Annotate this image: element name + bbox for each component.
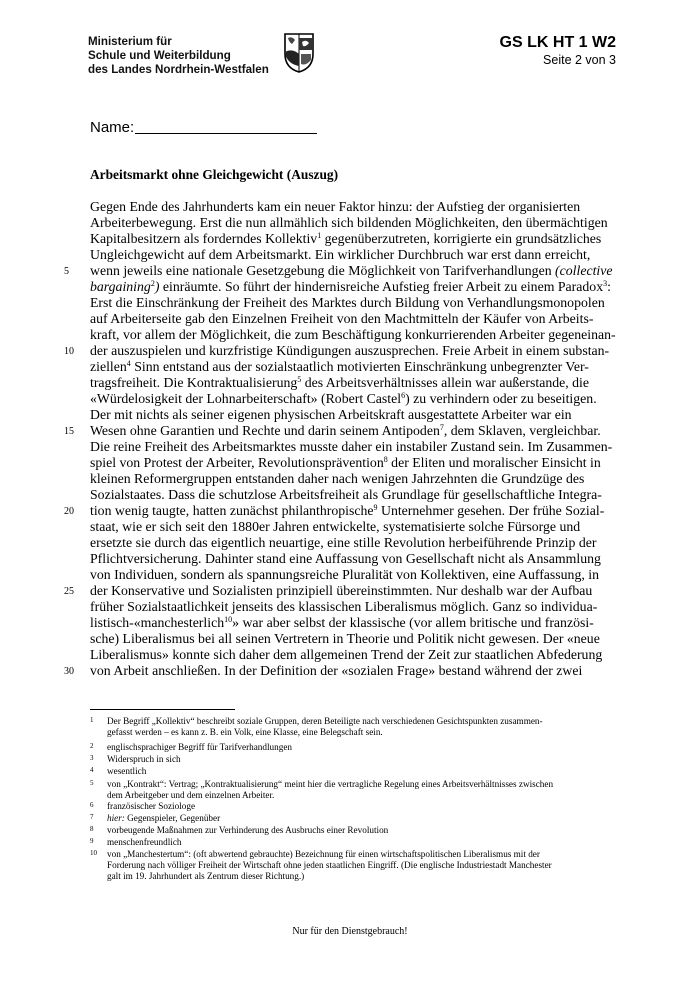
footnote-text — [107, 790, 274, 801]
footnote-line: gefasst werden – es kann z. B. ein Volk, eine Klasse, eine Belegschaft sein. — [107, 727, 383, 737]
footnote-text — [107, 801, 195, 812]
footnote-ref: 9 — [373, 503, 378, 512]
footnote-ref: 5 — [297, 375, 302, 384]
footnote-number: 8 — [90, 825, 94, 833]
text-line — [90, 631, 600, 647]
footnote-ref: 6 — [401, 391, 406, 400]
text-run: des Arbeitsverhältnisses allein war außerstande, die — [301, 375, 590, 390]
text-run: Der mit nichts als seiner eigenen physischen Arbeitskraft ausgestattete Arbeiter war ein — [90, 407, 572, 422]
text-run: von Individuen, sondern als spannungsreiche Pluralität von Kollektiven, eine Auffassung, in — [90, 567, 599, 582]
text-run: kleinen Reformergruppen entstanden daher nach wenigen Jahrzehnten die Grundzüge des — [90, 471, 585, 486]
footnote-ref: 8 — [383, 455, 388, 464]
text-run: einräumte. So führt der hindernisreiche Aufstieg freier Arbeit zu einem Paradox — [159, 279, 604, 294]
line-number: 25 — [64, 586, 74, 597]
document-title: Arbeitsmarkt ohne Gleichgewicht (Auszug) — [90, 167, 339, 182]
page-indicator: Seite 2 von 3 — [543, 53, 616, 67]
ministry-line-2: Schule und Weiterbildung — [88, 49, 231, 62]
text-run: spiel von Protest der Arbeiter, Revolutionsprävention — [90, 455, 384, 470]
name-label: Name: — [90, 119, 135, 136]
text-run: Pflichtversicherung. Dahinter stand eine Auffassung von Gesellschaft nicht als Ansammlung — [90, 551, 601, 566]
text-run: listisch-«manchesterlich — [90, 615, 225, 630]
text-run: ziellen — [90, 359, 127, 374]
footnote-text — [107, 742, 292, 753]
footnote-text — [107, 813, 220, 824]
text-run: , dem Sklaven, vergleichbar. — [443, 423, 601, 438]
text-run: Arbeiterbewegung. Erst die nun allmählich sich bildenden Möglichkeiten, den übermächtigen — [90, 215, 608, 230]
text-run: : — [607, 279, 611, 294]
exam-code: GS LK HT 1 W2 — [499, 34, 616, 51]
line-number: 10 — [64, 346, 74, 357]
footnote-number: 3 — [90, 754, 94, 762]
text-run: tion wenig taugte, hatten zunächst philanthropische — [90, 503, 374, 518]
footnote-line: dem Arbeitgeber und dem einzelnen Arbeiter. — [107, 790, 275, 800]
line-number: 15 — [64, 426, 74, 437]
footnote-separator — [90, 709, 235, 710]
text-run: ) zu verhindern oder zu beseitigen. — [405, 391, 597, 406]
text-run: kraft, vor allem der Möglichkeit, die zum Beschäftigung konkurrierenden Arbeiter gegeneinan- — [90, 327, 616, 342]
footnote-number: 6 — [90, 801, 94, 809]
footnote-line: Gegenspieler, Gegenüber — [124, 813, 221, 823]
text-run: früher Sozialstaatlichkeit jenseits des klassischen Liberalismus möglich. Ganz so individua- — [90, 599, 598, 614]
text-line — [90, 551, 601, 567]
text-run: Sinn entstand aus der sozialstaatlich motivierten Einschränkung unbegrenzter Ver- — [130, 359, 589, 374]
footnote-line: menschenfreundlich — [107, 837, 182, 847]
footnote-text — [107, 837, 182, 848]
text-line — [90, 503, 604, 519]
text-line — [90, 343, 609, 359]
text-line — [90, 615, 594, 631]
footnote-number: 2 — [90, 742, 94, 750]
text-line — [90, 375, 589, 391]
footnote-text — [107, 754, 181, 765]
text-line — [90, 455, 601, 471]
text-line — [90, 583, 592, 599]
text-run: der Konservative und Sozialisten prinzipiell übereinstimmten. Nur deshalb war der Aufbau — [90, 583, 593, 598]
text-run: Liberalismus» konnte sich daher dem allgemeinen Trend der Zeit zur staatlichen Abfederung — [90, 647, 603, 662]
footnote-ref: 1 — [317, 231, 322, 240]
text-line — [90, 471, 584, 487]
text-run: Sozialstaates. Dass die schutzlose Arbeitsfreiheit als Grundlage für gesellschaftliche Integra- — [90, 487, 602, 502]
text-line — [90, 215, 608, 231]
text-run: tragsfreiheit. Die Kontraktualisierung — [90, 375, 298, 390]
text-run: Erst die Einschränkung der Freiheit des Marktes durch Bildung von Verhandlungsmonopolen — [90, 295, 605, 310]
italic-text: (collective — [555, 263, 613, 278]
line-number: 30 — [64, 666, 74, 677]
text-line — [90, 535, 596, 551]
ministry-line-1: Ministerium für — [88, 35, 172, 48]
text-line — [90, 519, 580, 535]
footnote-ref: 10 — [224, 615, 233, 624]
footnote-line: französischer Soziologe — [107, 801, 196, 811]
footnote-line: wesentlich — [107, 766, 147, 776]
footnote-ref: 4 — [126, 359, 131, 368]
text-line — [90, 263, 613, 279]
footnote-ref: 7 — [439, 423, 444, 432]
line-number: 20 — [64, 506, 74, 517]
footnote-line: Forderung nach völliger Freiheit der Wirtschaft ohne jeden staatlichen Eingriff. (Die englische Industriestadt Manchester — [107, 860, 552, 870]
footnote-italic-prefix: hier: — [107, 813, 125, 823]
text-line — [90, 647, 602, 663]
text-line — [90, 279, 611, 295]
footnote-line: von „Kontrakt“: Vertrag; „Kontraktualisierung“ meint hier die vertragliche Regelung eines Arbeitsverhältnisses zwischen — [107, 779, 554, 789]
text-line — [90, 599, 597, 615]
text-run: » war aber selbst der klassische (vor allem britische und französi- — [232, 615, 594, 630]
footnote-line: englischsprachiger Begriff für Tarifverhandlungen — [107, 742, 292, 752]
footnote-line: galt im 19. Jahrhundert als Zentrum dieser Richtung.) — [107, 871, 305, 881]
footnote-text — [107, 779, 553, 790]
text-line — [90, 567, 599, 583]
text-run: «Würdelosigkeit der Lohnarbeiterschaft» (Robert Castel — [90, 391, 402, 406]
footnote-number: 1 — [90, 716, 94, 724]
text-line — [90, 311, 593, 327]
ministry-name — [88, 35, 269, 77]
footnote-line: vorbeugende Maßnahmen zur Verhinderung des Ausbruchs einer Revolution — [107, 825, 389, 835]
line-number: 5 — [64, 266, 69, 277]
footnote-text — [107, 871, 304, 882]
footnote-number: 7 — [90, 813, 94, 821]
italic-text: ) — [154, 279, 160, 294]
text-run: der Eliten und moralischer Einsicht in — [387, 455, 601, 470]
text-run: Unternehmer gesehen. Der frühe Sozial- — [377, 503, 605, 518]
text-run: der auszuspielen und kurzfristige Kündigungen auszusprechen. Freie Arbeit in einem substan- — [90, 343, 610, 358]
italic-text: bargaining — [90, 279, 151, 294]
text-run: von Arbeit anschließen. In der Definition der «sozialen Frage» bestand während der zwei — [90, 663, 583, 678]
footnote-number: 9 — [90, 837, 94, 845]
text-run: ersetzte sie durch das eigentlich neuartige, eine stille Revolution herbeiführende Prinzip der — [90, 535, 597, 550]
footnote-text — [107, 716, 543, 727]
text-run: sche) Liberalismus bei all seinen Vertretern in Theorie und Politik nicht gewesen. Der «neue — [90, 631, 600, 646]
footnote-text — [107, 849, 540, 860]
footnote-text — [107, 860, 552, 871]
footnote-ref: 2 — [150, 279, 155, 288]
text-run: staat, wie er sich seit den 1880er Jahren entwickelte, systematisierte solche Fürsorge und — [90, 519, 581, 534]
text-line — [90, 423, 601, 439]
text-line — [90, 439, 612, 455]
text-run: gegenüberzutreten, korrigierte ein grundsätzliches — [321, 231, 602, 246]
text-run: Die reine Freiheit des Arbeitsmarktes musste daher ein instabiler Zustand sein. Im Zusammen- — [90, 439, 613, 454]
nrw-coat-of-arms-icon — [268, 30, 322, 74]
footnote-number: 4 — [90, 766, 94, 774]
text-line — [90, 663, 582, 679]
text-run: Gegen Ende des Jahrhunderts kam ein neuer Faktor hinzu: der Aufstieg der organisierten — [90, 199, 581, 214]
text-run: wenn jeweils eine nationale Gesetzgebung die Möglichkeit von Tarifverhandlungen — [90, 263, 556, 278]
footnote-line: Der Begriff „Kollektiv“ beschreibt soziale Gruppen, deren Beteiligte nach verschiedenen Gesichtspunkten zusammen- — [107, 716, 543, 726]
footnote-text — [107, 727, 383, 738]
footnote-number: 10 — [90, 849, 97, 857]
footnote-text — [107, 766, 146, 777]
text-line — [90, 295, 605, 311]
footer-note: Nur für den Dienstgebrauch! — [292, 926, 408, 937]
name-field[interactable] — [135, 133, 317, 134]
text-line — [90, 487, 602, 503]
text-line — [90, 391, 597, 407]
ministry-line-3: des Landes Nordrhein-Westfalen — [88, 63, 269, 76]
footnote-line: von „Manchestertum“: (oft abwertend gebrauchte) Bezeichnung für einen wirtschaftspolitischen Liberalismus mit der — [107, 849, 540, 859]
text-line — [90, 199, 580, 215]
text-line — [90, 359, 589, 375]
text-line — [90, 231, 601, 247]
footnote-text — [107, 825, 388, 836]
text-line — [90, 327, 616, 343]
footnote-number: 5 — [90, 779, 94, 787]
text-run: auf Arbeiterseite gab den Einzelnen Freiheit von den Machtmitteln der Käufer von Arbeits- — [90, 311, 594, 326]
text-line — [90, 407, 572, 423]
text-run: Kapitalbesitzern als forderndes Kollektiv — [90, 231, 318, 246]
text-run: Ungleichgewicht auf dem Arbeitsmarkt. Ein wirklicher Durchbruch war erst dann erreicht, — [90, 247, 591, 262]
text-run: Wesen ohne Garantien und Rechte und darin seinem Antipoden — [90, 423, 440, 438]
footnote-line: Widerspruch in sich — [107, 754, 181, 764]
text-line — [90, 247, 590, 263]
footnote-ref: 3 — [603, 279, 608, 288]
